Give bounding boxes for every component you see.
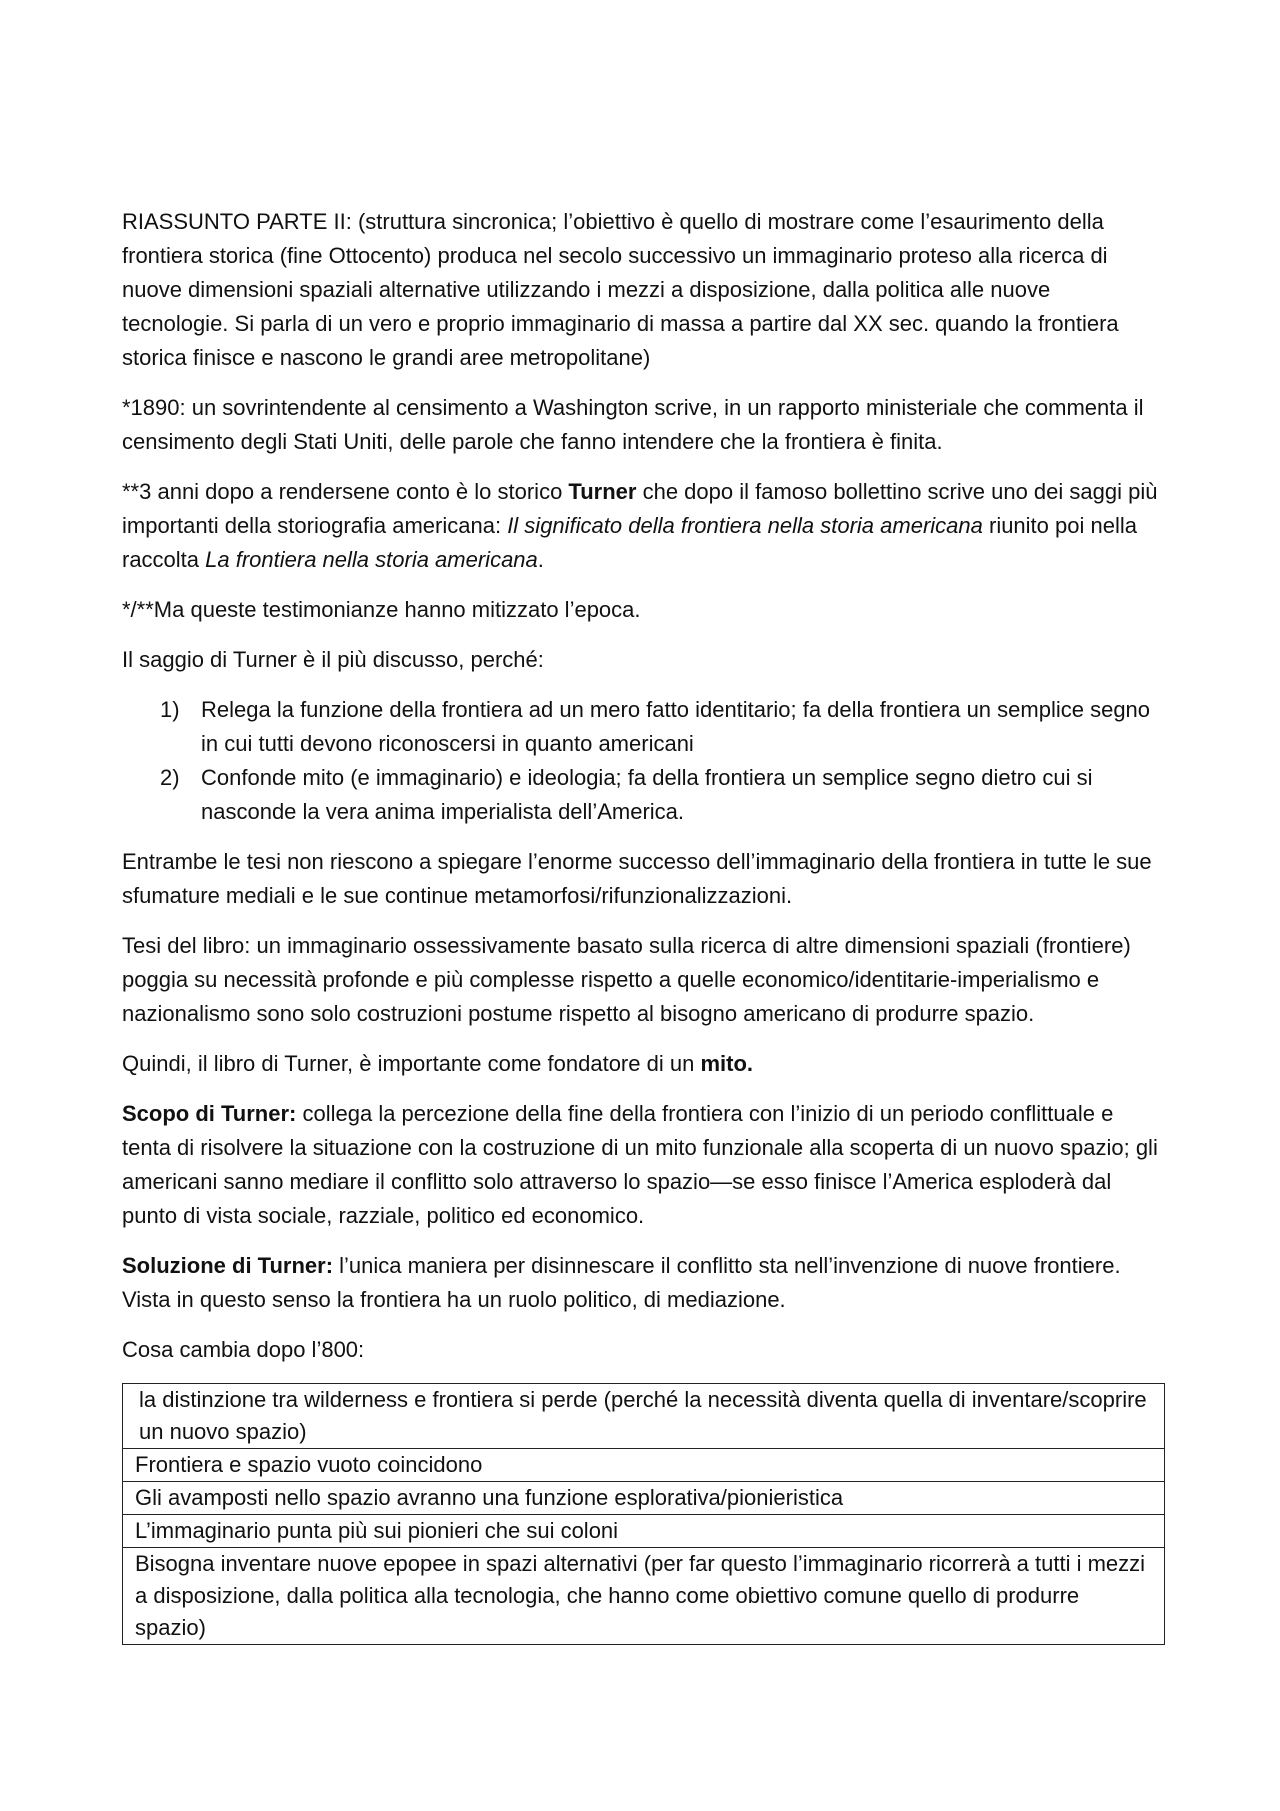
essay-title: Il significato della frontiera nella storia americana [507,513,983,538]
table-row [123,1482,1165,1515]
note-turner [122,475,1162,577]
note-1890: *1890: un sovrintendente al censimento a Washington scrive, in un rapporto ministeriale che commenta il censimento degli Stati Uniti, delle parole che fanno intendere che la frontiera è finita. [122,395,1144,454]
intro-paragraph: RIASSUNTO PARTE II: (struttura sincronica; l’obiettivo è quello di mostrare come l’esaurimento della frontiera storica (fine Ottocento) produca nel secolo successivo un immaginario proteso alla ricerca di nuove dimensioni spaziali alternative utilizzando i mezzi a disposizione, dalla politica alle nuove tecnologie. Si parla di un vero e proprio immaginario di massa a partire dal XX sec. quando la frontiera storica finisce e nascono le grandi aree metropolitane) [122,209,1119,370]
list-text: Confonde mito (e immaginario) e ideologia; fa della frontiera un semplice segno dietro cui si nasconde la vera anima imperialista dell’America. [201,765,1093,824]
note-myth: */**Ma queste testimonianze hanno mitizzato l’epoca. [122,597,641,622]
note-turner-mid: che dopo il famoso bollettino scrive uno dei saggi più importanti della storiografia americana: [122,479,1158,538]
discussed-paragraph: Il saggio di Turner è il più discusso, perché: [122,647,544,672]
table-cell: la distinzione tra wilderness e frontiera si perde (perché la necessità diventa quella di inventare/scoprire un nuovo spazio) [123,1384,1165,1449]
turner-bold: Turner [568,479,637,504]
changes-table [122,1383,1165,1645]
table-cell: L’immaginario punta più sui pionieri che sui coloni [123,1515,1165,1548]
both-theses-paragraph: Entrambe le tesi non riescono a spiegare l’enorme successo dell’immaginario della frontiera in tutte le sue sfumature mediali e le sue continue metamorfosi/rifunzionalizzazioni. [122,849,1152,908]
collection-title: La frontiera nella storia americana [205,547,538,572]
list-item [122,761,1162,829]
book-thesis-paragraph: Tesi del libro: un immaginario ossessivamente basato sulla ricerca di altre dimensioni spaziali (frontiere) poggia su necessità profonde e più complesse rispetto a quelle economico/identitarie-imperialismo e nazionalismo sono solo costruzioni postume rispetto al bisogno americano di produrre spazio. [122,933,1131,1026]
list-number: 2) [160,765,180,790]
list-text: Relega la funzione della frontiera ad un mero fatto identitario; fa della frontiera un semplice segno in cui tutti devono riconoscersi in quanto americani [201,697,1151,756]
note-turner-mid2: riunito poi nella raccolta [122,513,1137,572]
table-row [123,1449,1165,1482]
therefore-paragraph [122,1047,1162,1081]
solution-paragraph [122,1249,1162,1317]
table-cell: Bisogna inventare nuove epopee in spazi alternativi (per far questo l’immaginario ricorrerà a tutti i mezzi a disposizione, dalla politica alla tecnologia, che hanno come obiettivo comune quello di produrre spazio) [123,1548,1165,1645]
table-cell: Gli avamposti nello spazio avranno una funzione esplorativa/pionieristica [123,1482,1165,1515]
changes-heading: Cosa cambia dopo l’800: [122,1337,365,1362]
scope-text: collega la percezione della fine della frontiera con l’inizio di un periodo conflittuale e tenta di risolvere la situazione con la costruzione di un mito funzionale alla scoperta di un nuovo spazio; gli americani sanno mediare il conflitto solo attraverso lo spazio—se esso finisce l’America esploderà dal punto di vista sociale, razziale, politico ed economico. [122,1101,1158,1228]
note-turner-end: . [537,547,544,572]
document-page [122,205,1162,1645]
myth-bold: mito. [700,1051,753,1076]
points-list [122,693,1162,829]
list-number: 1) [160,697,180,722]
scope-label: Scopo di Turner: [122,1101,297,1126]
solution-label: Soluzione di Turner: [122,1253,334,1278]
scope-paragraph [122,1097,1162,1233]
therefore-pre: Quindi, il libro di Turner, è importante come fondatore di un [122,1051,701,1076]
table-row [123,1515,1165,1548]
list-item [122,693,1162,761]
solution-text: l’unica maniera per disinnescare il conflitto sta nell’invenzione di nuove frontiere. Vista in questo senso la frontiera ha un ruolo politico, di mediazione. [122,1253,1121,1312]
note-turner-pre: **3 anni dopo a rendersene conto è lo storico [122,479,569,504]
table-row [123,1384,1165,1449]
table-row [123,1548,1165,1645]
table-cell: Frontiera e spazio vuoto coincidono [123,1449,1165,1482]
